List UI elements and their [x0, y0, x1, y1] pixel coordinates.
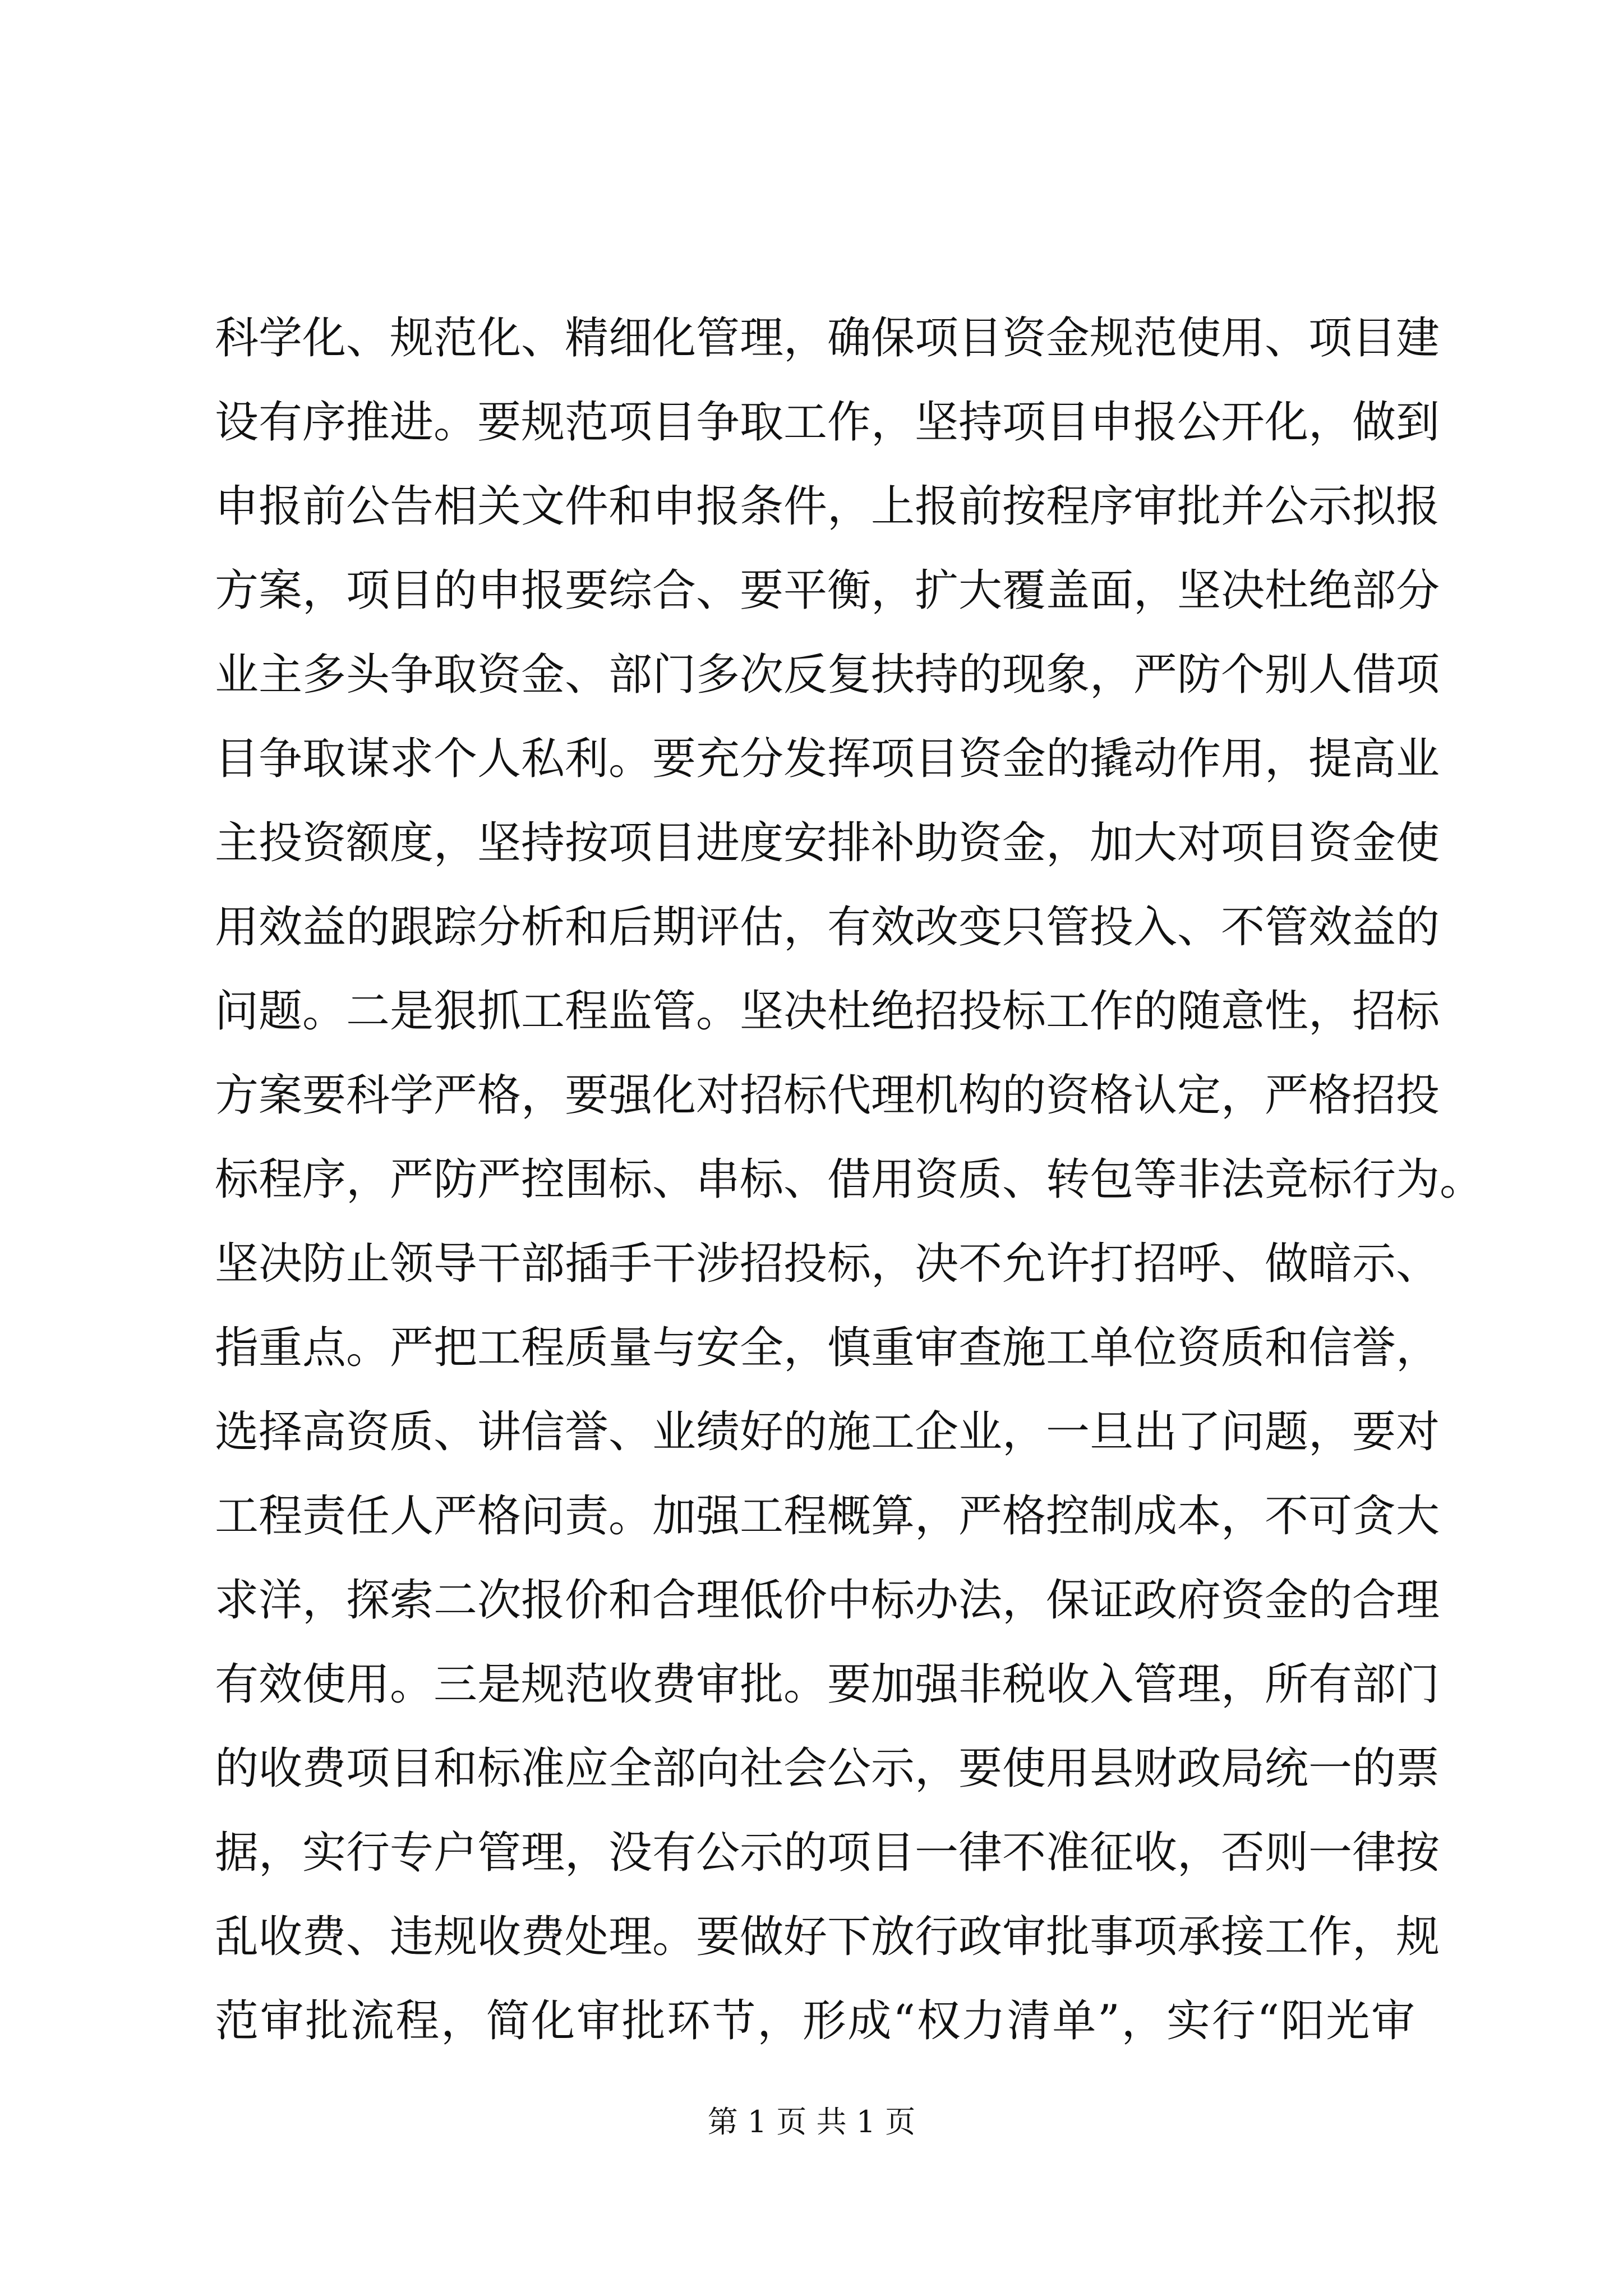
- text-line: 问题。二是狠抓工程监管。坚决杜绝招投标工作的随意性，招标: [215, 986, 1440, 1037]
- text-line: 坚决防止领导干部插手干涉招投标，决不允许打招呼、做暗示、: [215, 1239, 1440, 1289]
- text-line: 范审批流程，简化审批环节，形成“权力清单”，实行“阳光审: [215, 1996, 1415, 2046]
- text-line: 方案要科学严格，要强化对招标代理机构的资格认定，严格招投: [215, 1070, 1440, 1121]
- text-line: 方案，项目的申报要综合、要平衡，扩大覆盖面，坚决杜绝部分: [215, 565, 1440, 616]
- text-line: 标程序，严防严控围标、串标、借用资质、转包等非法竞标行为。: [215, 1154, 1484, 1205]
- text-line: 选择高资质、讲信誉、业绩好的施工企业，一旦出了问题，要对: [215, 1407, 1440, 1457]
- text-line: 乱收费、违规收费处理。要做好下放行政审批事项承接工作，规: [215, 1912, 1440, 1962]
- text-line: 申报前公告相关文件和申报条件，上报前按程序审批并公示拟报: [215, 481, 1440, 532]
- text-line: 主投资额度，坚持按项目进度安排补助资金，加大对项目资金使: [215, 818, 1440, 868]
- text-line: 科学化、规范化、精细化管理，确保项目资金规范使用、项目建: [215, 313, 1440, 364]
- body-text: [215, 296, 1484, 2063]
- page-number-footer: 第 1 页 共 1 页: [707, 2104, 916, 2139]
- text-line: 用效益的跟踪分析和后期评估，有效改变只管投入、不管效益的: [215, 902, 1440, 953]
- text-line: 求洋，探索二次报价和合理低价中标办法，保证政府资金的合理: [215, 1575, 1440, 1626]
- text-line: 设有序推进。要规范项目争取工作，坚持项目申报公开化，做到: [215, 397, 1440, 448]
- text-line: 工程责任人严格问责。加强工程概算，严格控制成本，不可贪大: [215, 1491, 1440, 1542]
- text-line: 的收费项目和标准应全部向社会公示，要使用县财政局统一的票: [215, 1743, 1440, 1794]
- text-line: 有效使用。三是规范收费审批。要加强非税收入管理，所有部门: [215, 1659, 1440, 1710]
- text-line: 业主多头争取资金、部门多次反复扶持的现象，严防个别人借项: [215, 650, 1440, 700]
- text-line: 据，实行专户管理，没有公示的项目一律不准征收，否则一律按: [215, 1828, 1440, 1878]
- text-line: 目争取谋求个人私利。要充分发挥项目资金的撬动作用，提高业: [215, 734, 1440, 784]
- text-line: 指重点。严把工程质量与安全，慎重审查施工单位资质和信誉，: [215, 1323, 1440, 1373]
